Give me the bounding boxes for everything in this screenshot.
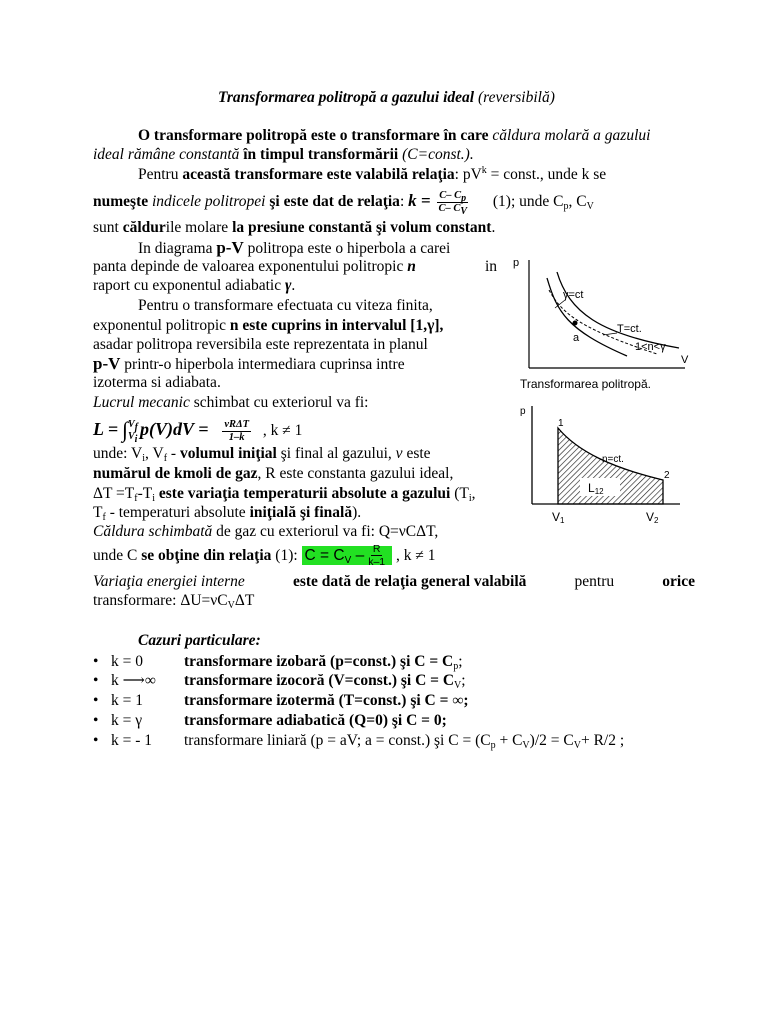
p4-line1: Pentru o transformare efectuata cu viteza finita,: [138, 297, 433, 314]
case-item: • k = 0 transformare izobară (p=const.) şi $C = C_p$;: [93, 653, 463, 672]
page-title: [218, 88, 555, 107]
p2-text-a: Pentru: [138, 166, 183, 183]
p2-line2: [93, 188, 594, 215]
heat-line1: Căldura schimbată de gaz cu exteriorul va fi: Q=νCΔT,: [93, 523, 439, 540]
p2-l3: ile molare: [165, 219, 233, 236]
p2-text-g: şi este dat de relaţia: [265, 193, 400, 210]
cases-title: Cazuri particulare:: [138, 632, 261, 649]
p1-line1: [138, 126, 650, 145]
title-main: Transformarea politropă a gazului ideal: [218, 89, 475, 106]
p2-text-f: indicele politropei: [151, 193, 266, 210]
case-item: • k = - 1 transformare liniară (p = aV; a = const.) şi $C = (C_p + C_V)/2 = C_V+ R/2$ ;: [93, 732, 625, 751]
energy-line1: Variaţia energiei interne este dată de relaţia general valabilă pentru orice: [93, 573, 695, 590]
p4-line2: exponentul politropic n este cuprins in intervalul [1,γ],: [93, 317, 444, 334]
p1-line2: [93, 145, 474, 164]
case-item: • k ⟶∞ transformare izocoră (V=const.) şi $C = C_V$;: [93, 672, 466, 691]
p2-text-c: : pV: [454, 166, 482, 183]
p2-fraction: [436, 190, 469, 215]
axis-label-p: p: [520, 406, 526, 417]
work-diagram: [518, 400, 683, 530]
p3-line3: raport cu exponentul adiabatic γ.: [93, 277, 296, 294]
p2-line1: [138, 165, 606, 184]
p2-sup: k: [481, 165, 487, 176]
unde-line2: numărul de kmoli de gaz, R este constanta gazului ideal,: [93, 465, 454, 482]
p4-line5: izoterma si adiabata.: [93, 374, 221, 391]
p2-line3: [93, 218, 495, 237]
v1-label: V1: [552, 510, 565, 525]
point-a: [573, 321, 578, 326]
p3-line2: panta depinde de valoarea exponentului politropic n in: [93, 258, 497, 275]
p2-text-e: numeşte: [93, 193, 152, 210]
p1-text-e: (C=const.).: [402, 146, 474, 163]
p1-text-b: căldura molară a gazului: [492, 127, 651, 144]
unde-line4: $T_f$ - temperaturi absolute iniţială şi finală).: [93, 504, 362, 523]
p1-text-a: O transformare politropă este o transformare în care: [138, 127, 493, 144]
work-label: L12: [588, 481, 604, 496]
p4-line3: asadar politropa reversibila este reprezentata in planul: [93, 336, 428, 353]
p2-l2: căldur: [122, 219, 166, 236]
label-gamma: γ=ct: [563, 289, 584, 301]
p4-line4: p-V printr-o hiperbola intermediara cuprinsa intre: [93, 354, 405, 373]
heat-highlight-formula: $C = C_V$ – $\frac{R}{k-1}$: [302, 546, 393, 565]
p1-text-c: ideal rămâne constantă: [93, 146, 240, 163]
curve-label-n: n=ct.: [602, 454, 624, 465]
case-item: • k = 1 transformare izotermă (T=const.) şi C = ∞;: [93, 692, 469, 709]
axis-label-v: V: [681, 354, 689, 366]
p2-text-h: :: [399, 193, 405, 210]
heat-line2: unde C se obţine din relaţia (1): $C = C_V$ – $\frac{R}{k-1}$ , k ≠ 1: [93, 543, 436, 569]
p2-frac-num: C– $C_p$: [439, 189, 467, 204]
integral-limits: $V_f$ $V_i$: [128, 419, 139, 446]
p2-text-b: această transformare este valabilă relaţia: [182, 166, 455, 183]
p2-text-d: = const., unde k se: [486, 166, 607, 183]
work-fraction: $\frac{\text{νRΔT}}{1-k}$: [224, 418, 249, 443]
p1-text-d: în timpul transformării: [239, 146, 403, 163]
work-line1: Lucrul mecanic schimbat cu exteriorul va fi:: [93, 394, 369, 411]
unde-line3: $\Delta T =T_f-T_i$ este variaţia temperaturii absolute a gazului ($T_i$,: [93, 485, 476, 504]
case-item: • k = γ transformare adiabatică (Q=0) şi C = 0;: [93, 712, 447, 729]
p2-l5: .: [491, 219, 496, 236]
point-2-label: 2: [664, 470, 670, 481]
integral-sign: ∫: [121, 417, 128, 442]
p2-text-i: (1); unde $C_p$, $C_V$: [492, 193, 594, 212]
label-a: a: [573, 332, 580, 344]
p3-line1: In diagrama p-V politropa este o hiperbola a carei: [138, 238, 451, 257]
p2-l1: sunt: [93, 219, 123, 236]
energy-line2: transformare: $\Delta U=\nu C_V\Delta T$: [93, 592, 255, 611]
point-1-label: 1: [558, 418, 564, 429]
heat-fraction: $\frac{R}{k-1}$: [368, 543, 386, 569]
label-t: T=ct.: [617, 323, 642, 335]
unde-line1: unde: $V_i$, $V_f$ - volumul iniţial şi final al gazului, ν este: [93, 445, 431, 464]
title-suffix: (reversibilă): [477, 89, 555, 106]
p2-l4: la presiune constantă şi volum constant: [232, 219, 492, 236]
v2-label: V2: [646, 510, 659, 525]
p2-k-eq: k =: [408, 191, 431, 210]
axis-label-p: p: [513, 257, 520, 269]
p2-frac-den: C– $C_V$: [438, 202, 467, 217]
work-formula: L = ∫ $V_f$ $V_i$ p(V)dV = $\frac{\text{νRΔT}}{1-k}$ , k ≠ 1: [93, 417, 303, 446]
polytrope-caption: Transformarea politropă.: [520, 377, 651, 391]
label-range: 1<n<γ: [635, 341, 666, 353]
